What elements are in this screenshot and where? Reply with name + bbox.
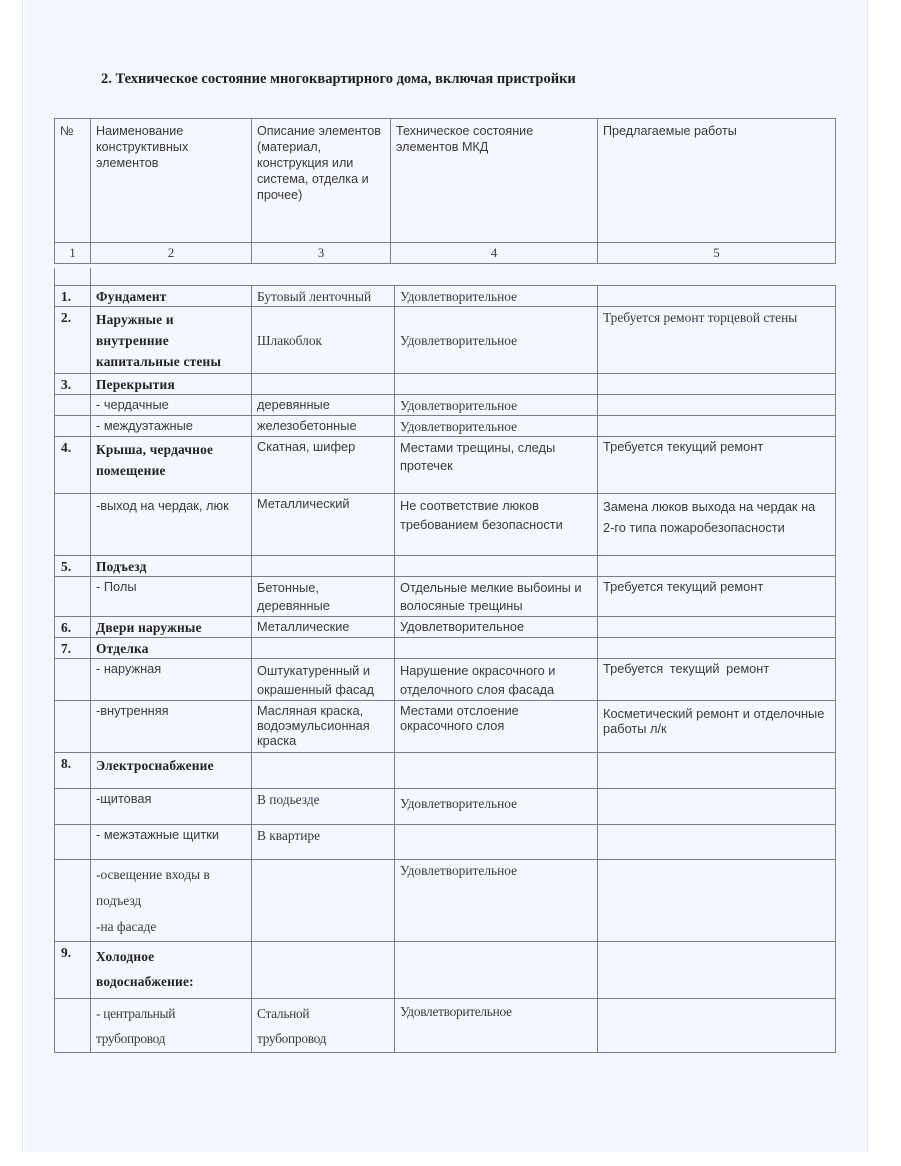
header-table — [54, 118, 836, 264]
element-description: Бутовый ленточный — [252, 286, 395, 307]
element-description: В квартире — [252, 825, 395, 860]
proposed-works — [598, 753, 836, 789]
proposed-works — [598, 416, 836, 437]
row-number — [55, 825, 91, 860]
table-row — [55, 437, 836, 494]
header-element-name: Наименование конструктивных элементов — [91, 119, 252, 243]
proposed-works — [598, 286, 836, 307]
element-name-line: Холодное — [96, 949, 155, 964]
element-description — [252, 638, 395, 659]
proposed-works — [598, 556, 836, 577]
element-description — [252, 942, 395, 999]
element-condition — [395, 638, 598, 659]
element-description: Шлакоблок — [252, 307, 395, 374]
element-name: - Полы — [91, 577, 252, 617]
table-row — [55, 942, 836, 999]
header-description: Описание элементов (материал, конструкция или система, отделка и прочее) — [252, 119, 391, 243]
element-description: железобетонные — [252, 416, 395, 437]
element-name — [91, 999, 252, 1053]
element-description-line: трубопровод — [257, 1031, 327, 1046]
element-condition: Удовлетворительное — [395, 286, 598, 307]
blank-separator-row — [54, 268, 836, 285]
element-description — [252, 999, 395, 1053]
table-row — [55, 307, 836, 374]
header-proposed-works: Предлагаемые работы — [598, 119, 836, 243]
row-number — [55, 577, 91, 617]
element-condition: Удовлетворительное — [395, 999, 598, 1053]
element-description: Металлические — [252, 617, 395, 638]
element-name: - наружная — [91, 659, 252, 701]
table-row — [55, 374, 836, 395]
proposed-works — [598, 395, 836, 416]
element-name: - чердачные — [91, 395, 252, 416]
element-condition: Не соответствие люков требованием безопасности — [395, 494, 598, 556]
row-number: 5. — [55, 556, 91, 577]
row-number: 8. — [55, 753, 91, 789]
row-number — [55, 395, 91, 416]
element-name-line: подъезд — [96, 893, 142, 908]
header-condition: Техническое состояние элементов МКД — [391, 119, 598, 243]
column-number: 4 — [391, 243, 598, 264]
table-row — [55, 494, 836, 556]
element-condition — [395, 825, 598, 860]
element-name: - межэтажные щитки — [91, 825, 252, 860]
element-name: Фундамент — [91, 286, 252, 307]
proposed-works: Требуется ремонт торцевой стены — [598, 307, 836, 374]
header-row — [55, 119, 836, 243]
element-description: деревянные — [252, 395, 395, 416]
element-description — [252, 556, 395, 577]
table-row — [55, 825, 836, 860]
table-row — [55, 577, 836, 617]
table-row — [55, 638, 836, 659]
element-name-line: - центральный — [96, 1006, 176, 1021]
row-number: 3. — [55, 374, 91, 395]
element-condition: Удовлетворительное — [395, 395, 598, 416]
element-name — [91, 860, 252, 942]
element-condition — [395, 374, 598, 395]
element-name-line: водоснабжение: — [96, 974, 194, 989]
element-name: Двери наружные — [91, 617, 252, 638]
element-condition: Удовлетворительное — [395, 860, 598, 942]
table-row — [55, 416, 836, 437]
proposed-works — [598, 999, 836, 1053]
row-number: 2. — [55, 307, 91, 374]
divider — [90, 268, 91, 285]
table-row — [55, 617, 836, 638]
element-name-line: -на фасаде — [96, 919, 157, 934]
elements-table — [54, 285, 836, 1053]
element-name: Электроснабжение — [91, 753, 252, 789]
element-description — [252, 374, 395, 395]
element-name: Перекрытия — [91, 374, 252, 395]
element-condition: Удовлетворительное — [395, 617, 598, 638]
proposed-works: Требуется текущий ремонт — [598, 659, 836, 701]
row-number — [55, 860, 91, 942]
column-numbers-row — [55, 243, 836, 264]
element-condition — [395, 942, 598, 999]
element-condition: Удовлетворительное — [395, 416, 598, 437]
element-condition: Удовлетворительное — [395, 789, 598, 825]
column-number: 1 — [55, 243, 91, 264]
table-row — [55, 701, 836, 753]
row-number — [55, 416, 91, 437]
element-condition: Местами отслоение окрасочного слоя — [395, 701, 598, 753]
proposed-works: Требуется текущий ремонт — [598, 577, 836, 617]
element-description — [252, 753, 395, 789]
proposed-works — [598, 942, 836, 999]
row-number: 6. — [55, 617, 91, 638]
column-number: 2 — [91, 243, 252, 264]
section-title: 2. Техническое состояние многоквартирного дома, включая пристройки — [101, 71, 576, 87]
element-condition — [395, 556, 598, 577]
element-name-line: трубопровод — [96, 1031, 166, 1046]
table-row — [55, 395, 836, 416]
row-number: 7. — [55, 638, 91, 659]
element-condition: Нарушение окрасочного и отделочного слоя фасада — [395, 659, 598, 701]
element-description — [252, 860, 395, 942]
proposed-works — [598, 789, 836, 825]
proposed-works — [598, 825, 836, 860]
element-condition: Отдельные мелкие выбоины и волосяные трещины — [395, 577, 598, 617]
proposed-works — [598, 617, 836, 638]
proposed-works: Требуется текущий ремонт — [598, 437, 836, 494]
element-name: -щитовая — [91, 789, 252, 825]
table-row — [55, 860, 836, 942]
proposed-works — [598, 860, 836, 942]
element-description: Металлический — [252, 494, 395, 556]
element-name: Крыша, чердачное помещение — [91, 437, 252, 494]
element-description: Оштукатуренный и окрашенный фасад — [252, 659, 395, 701]
element-name-line: -освещение входы в — [96, 867, 210, 882]
element-name: - междуэтажные — [91, 416, 252, 437]
column-number: 3 — [252, 243, 391, 264]
row-number: 9. — [55, 942, 91, 999]
proposed-works — [598, 374, 836, 395]
table-row — [55, 999, 836, 1053]
element-name: Наружные и внутренние капитальные стены — [91, 307, 252, 374]
table-row — [55, 789, 836, 825]
row-number — [55, 659, 91, 701]
table-row — [55, 659, 836, 701]
element-name: -выход на чердак, люк — [91, 494, 252, 556]
element-description: Скатная, шифер — [252, 437, 395, 494]
proposed-works — [598, 638, 836, 659]
proposed-works: Косметический ремонт и отделочные работы л/к — [598, 701, 836, 753]
row-number — [55, 701, 91, 753]
element-name: Подъезд — [91, 556, 252, 577]
row-number: 1. — [55, 286, 91, 307]
element-description: Масляная краска, водоэмульсионная краска — [252, 701, 395, 753]
element-condition: Местами трещины, следы протечек — [395, 437, 598, 494]
row-number — [55, 494, 91, 556]
header-number: № — [55, 119, 91, 243]
element-name: Отделка — [91, 638, 252, 659]
row-number: 4. — [55, 437, 91, 494]
element-name — [91, 942, 252, 999]
element-description: Бетонные, деревянные — [252, 577, 395, 617]
element-name: -внутренняя — [91, 701, 252, 753]
element-condition — [395, 753, 598, 789]
element-description: В подьезде — [252, 789, 395, 825]
row-number — [55, 999, 91, 1053]
table-row — [55, 556, 836, 577]
element-description-line: Стальной — [257, 1006, 310, 1021]
column-number: 5 — [598, 243, 836, 264]
table-row — [55, 753, 836, 789]
row-number — [55, 789, 91, 825]
proposed-works: Замена люков выхода на чердак на 2-го типа пожаробезопасности — [598, 494, 836, 556]
table-row — [55, 286, 836, 307]
element-condition: Удовлетворительное — [395, 307, 598, 374]
